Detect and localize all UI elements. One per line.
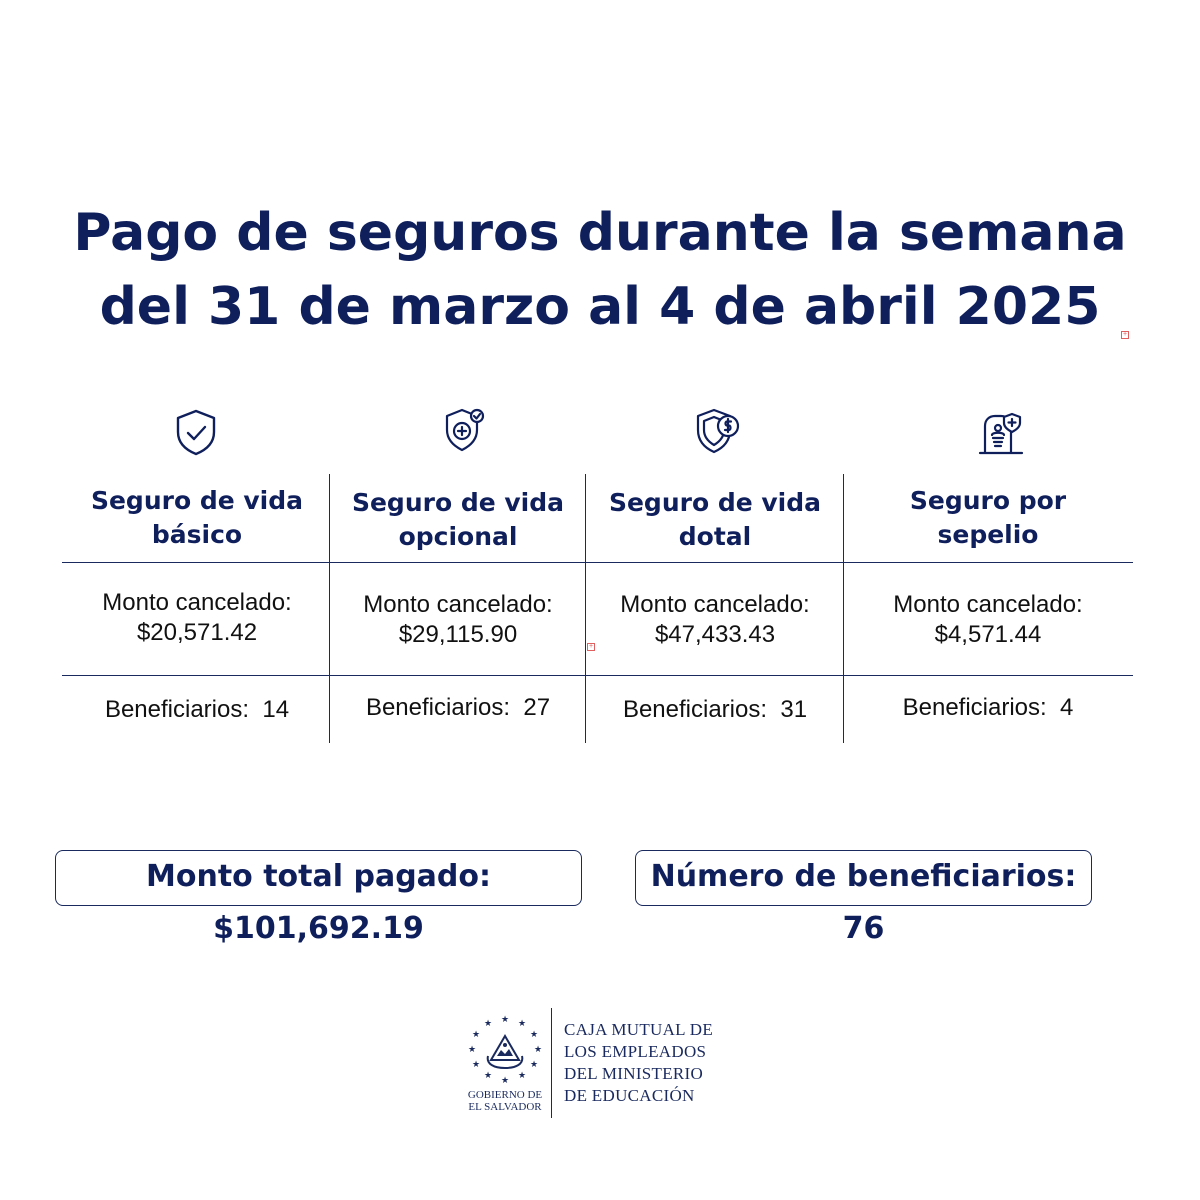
amount-cell-opcional: Monto cancelado: $29,115.90 (363, 591, 553, 648)
column-header-dotal: Seguro de vida dotal (608, 488, 822, 551)
column-header-sepelio: Seguro por sepelio (909, 486, 1067, 549)
organization-name: CAJA MUTUAL DE LOS EMPLEADOS DEL MINISTERIO DE EDUCACIÓN (564, 1020, 714, 1105)
column-header-opcional: Seguro de vida opcional (351, 488, 565, 551)
svg-text:★: ★ (517, 1018, 527, 1028)
svg-text:★: ★ (500, 1014, 510, 1024)
page-title (0, 196, 1200, 344)
tombstone-plus-icon (975, 408, 1027, 460)
svg-text:★: ★ (529, 1029, 539, 1039)
total-beneficiaries-box: Número de beneficiarios: 76 (635, 850, 1092, 906)
svg-text:★: ★ (529, 1059, 539, 1069)
shield-medical-plus-icon (438, 404, 490, 456)
svg-text:★: ★ (467, 1044, 477, 1054)
plus-marker-icon: + (588, 643, 594, 650)
svg-text:★: ★ (533, 1044, 543, 1054)
row-divider-2 (62, 675, 1133, 676)
shield-dollar-icon (692, 405, 744, 457)
title-line-2: del 31 de marzo al 4 de abril 2025 (99, 277, 1101, 337)
beneficiaries-cell-opcional: Beneficiarios: 27 (365, 694, 551, 721)
shield-check-icon (170, 406, 222, 458)
svg-text:★: ★ (517, 1070, 527, 1080)
amount-cell-dotal: Monto cancelado: $47,433.43 (620, 591, 810, 648)
title-line-1: Pago de seguros durante la semana (73, 203, 1127, 263)
total-amount-box: Monto total pagado: $101,692.19 (55, 850, 582, 906)
svg-text:★: ★ (483, 1018, 493, 1028)
amount-cell-basico: Monto cancelado: $20,571.42 (102, 589, 292, 646)
seal-caption: GOBIERNO DE EL SALVADOR (467, 1089, 543, 1113)
beneficiaries-cell-basico: Beneficiarios: 14 (104, 696, 290, 723)
svg-text:★: ★ (500, 1075, 510, 1085)
plus-marker-icon: + (1122, 331, 1128, 338)
amount-cell-sepelio: Monto cancelado: $4,571.44 (893, 591, 1083, 648)
column-header-basico: Seguro de vida básico (90, 486, 304, 549)
svg-text:★: ★ (471, 1059, 481, 1069)
svg-text:★: ★ (471, 1029, 481, 1039)
logo-divider (551, 1008, 552, 1118)
row-divider-1 (62, 562, 1133, 563)
beneficiaries-cell-dotal: Beneficiarios: 31 (622, 696, 808, 723)
beneficiaries-cell-sepelio: Beneficiarios: 4 (902, 694, 1074, 721)
svg-text:★: ★ (483, 1070, 493, 1080)
